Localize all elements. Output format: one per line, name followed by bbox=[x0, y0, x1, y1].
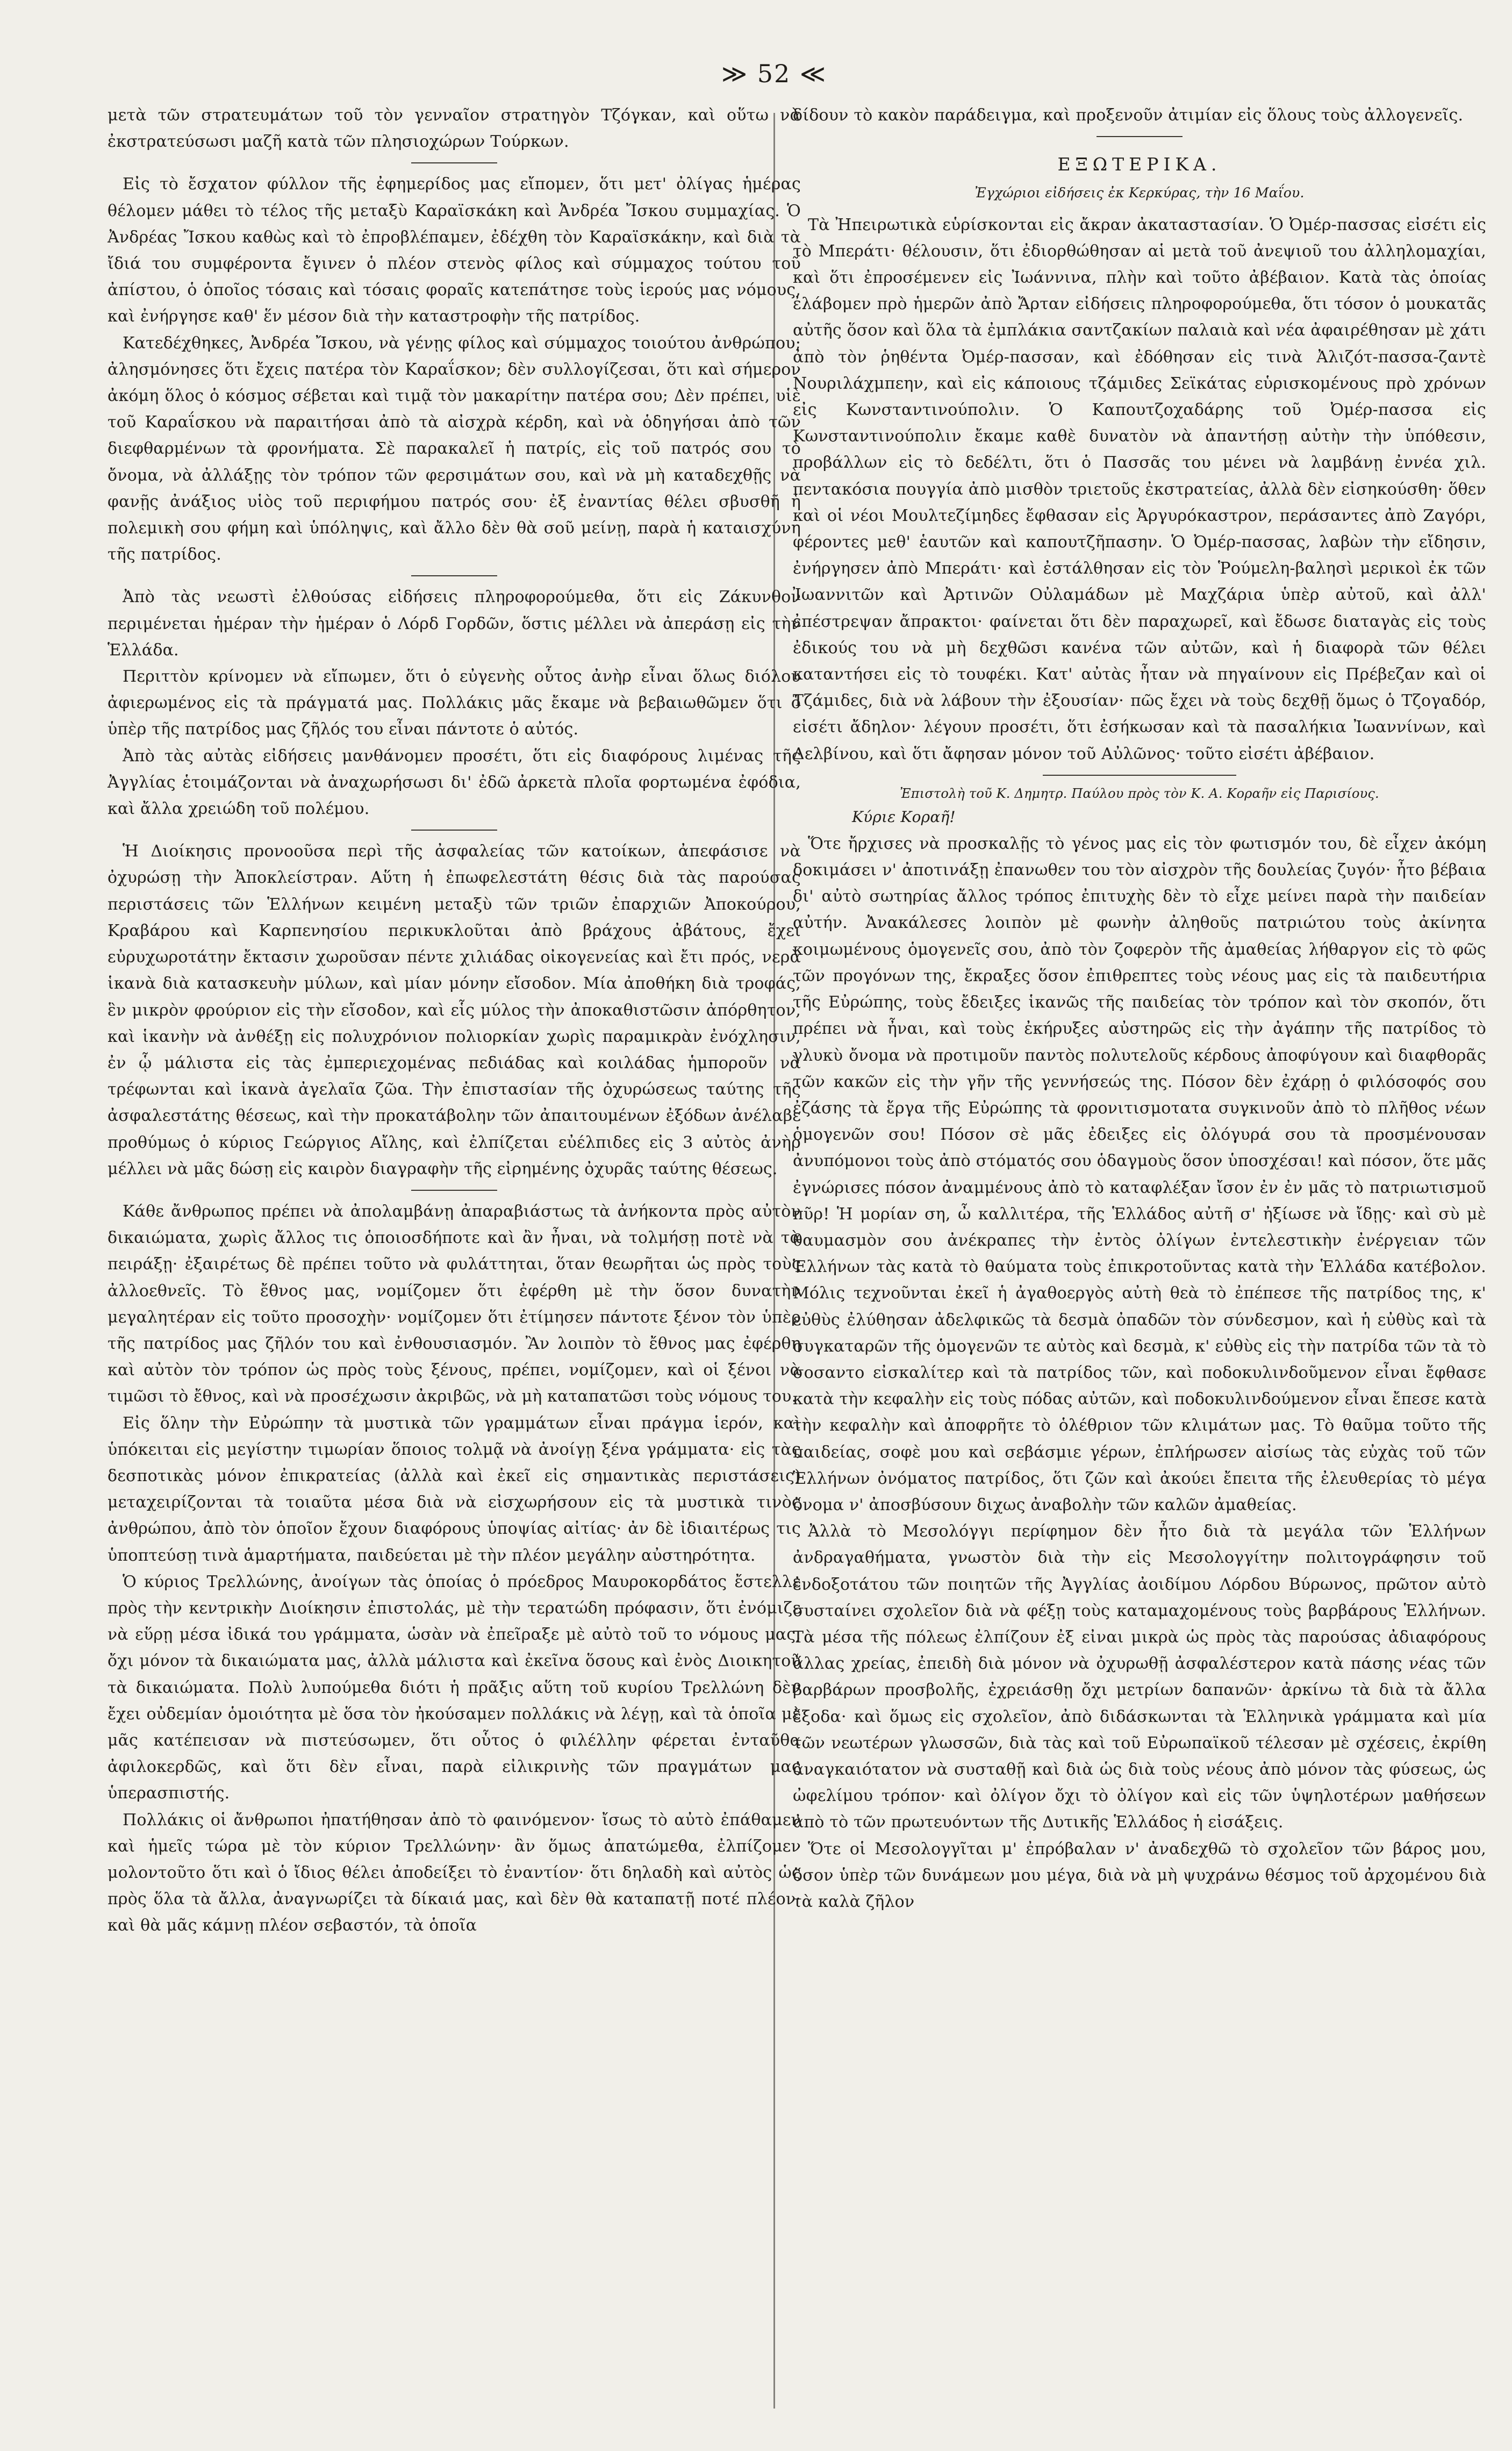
right-column bbox=[793, 102, 1486, 1915]
letter-salutation: Κύριε Κοραῆ! bbox=[852, 808, 956, 826]
separator-rule bbox=[1097, 136, 1183, 137]
letter-heading: Ἐπιστολὴ τοῦ Κ. Δημητρ. Παύλου πρὸς τὸν Κ. Α. Κοραῆν εἰς Παρισίους. bbox=[900, 785, 1379, 801]
article-continuation: δίδουν τὸ κακὸν παράδειγμα, καὶ προξενοῦν ἀτιμίαν εἰς ὅλους τοὺς ἀλλογενεῖς. bbox=[793, 106, 1464, 125]
separator-rule bbox=[411, 830, 497, 831]
article-paragraph: Κάθε ἄνθρωπος πρέπει νὰ ἀπολαμβάνῃ ἀπαραβιάστως τὰ ἀνήκοντα πρὸς αὐτὸν δικαιώματα, χωρὶς ἄλλος τις ὁποιοσδήποτε καὶ ἂν ἦναι, νὰ τολμήσῃ ποτὲ νὰ τὰ πειράξῃ· ἐξαιρέτως δὲ πρέπει τοῦτο νὰ φυλάττηται, ὅταν θεωρῆται ὡς πρὸς τοὺς ἀλλοεθνεῖς. Τὸ ἔθνος μας, νομίζομεν ὅτι ἐφέρθη μὲ τὴν ὅσον δυνατὴν μεγαλητέραν εἰς τοῦτο προσοχὴν· νομίζομεν ὅτι ἐτίμησεν πάντοτε ξένον τὸν ὑπὲρ τῆς πατρίδος μας ζῆλόν του καὶ ἐνθουσιασμόν. Ἂν λοιπὸν τὸ ἔθνος μας ἐφέρθη καὶ αὐτὸν τὸν τρόπον ὡς πρὸς τοὺς ξένους, πρέπει, νομίζομεν, καὶ οἱ ξένοι νὰ τιμῶσι τὸ ἔθνος, καὶ νὰ προσέχωσιν ἀκριβῶς, νὰ μὴ καταπατῶσι τοὺς νόμους του. bbox=[108, 1202, 801, 1406]
page-number: 52 bbox=[757, 59, 791, 88]
letter-paragraph: Ὅτε οἱ Μεσολογγῖται μ' ἐπρόβαλαν ν' ἀναδεχθῶ τὸ σχολεῖον τῶν βάρος μου, ὅσον ὑπὲρ τῶν δυνάμεων μου μέγα, διὰ νὰ μὴ ψυχράνω θέσμος τοῦ ἀρχομένου διὰ τὰ καλὰ ζῆλον bbox=[793, 1839, 1486, 1911]
separator-rule bbox=[411, 575, 497, 576]
folio-ornament-right: ≪ bbox=[799, 59, 827, 88]
section-heading: ΕΞΩΤΕΡΙΚΑ. bbox=[1057, 154, 1222, 175]
article-continuation: μετὰ τῶν στρατευμάτων τοῦ τὸν γενναῖον στρατηγὸν Τζόγκαν, καὶ οὕτω νὰ ἐκστρατεύσωσι μαζῆ κατὰ τῶν πλησιοχώρων Τούρκων. bbox=[108, 106, 801, 152]
article-paragraph: Πολλάκις οἱ ἄνθρωποι ἠπατήθησαν ἀπὸ τὸ φαινόμενον· ἴσως τὸ αὐτὸ ἐπάθαμεν καὶ ἡμεῖς τώρα μὲ τὸν κύριον Τρελλώνην· ἂν ὅμως ἀπατώμεθα, ἐλπίζομεν μολοντοῦτο ὅτι καὶ ὁ ἴδιος θέλει ἀποδείξει τὸ ἐναντίον· ὅτι δηλαδὴ καὶ αὐτὸς ὡς πρὸς ὅλα τὰ ἄλλα, ἀναγνωρίζει τὰ δίκαιά μας, καὶ δὲν θὰ καταπατῇ ποτέ πλέον· καὶ θὰ μᾶς κάμνῃ πλέον σεβαστόν, τὰ ὁποῖα bbox=[108, 1810, 801, 1935]
dateline: Ἐγχώριοι εἰδήσεις ἐκ Κερκύρας, τὴν 16 Μαΐου. bbox=[974, 185, 1305, 201]
article-paragraph: Περιττὸν κρίνομεν νὰ εἴπωμεν, ὅτι ὁ εὐγενὴς οὗτος ἀνὴρ εἶναι ὅλως διόλου ἀφιερωμένος εἰς τὰ πράγματά μας. Πολλάκις μᾶς ἔκαμε νὰ βεβαιωθῶμεν ὅτι ὁ ὑπὲρ τῆς πατρίδος μας ζῆλός του εἶναι πάντοτε ὁ αὐτός. bbox=[108, 667, 801, 739]
article-paragraph: Κατεδέχθηκες, Ἀνδρέα Ἴσκου, νὰ γένῃς φίλος καὶ σύμμαχος τοιούτου ἀνθρώπου; ἀλησμόνησες ὅτι ἔχεις πατέρα τὸν Καραΐσκον; δὲν συλλογίζεσαι, ὅτι καὶ σήμερον ἀκόμη ὅλος ὁ κόσμος σέβεται καὶ τιμᾷ τὸν μακαρίτην πατέρα σου; Δὲν πρέπει, υἱὲ τοῦ Καραΐσκου νὰ παραιτήσαι ἀπὸ τὰ αἰσχρὰ κέρδη, καὶ νὰ ὁδηγήσαι ἀπὸ τῶν διεφθαρμένων τὰ φρονήματα. Σὲ παρακαλεῖ ἡ πατρίς, εἰς τοῦ πατρός σου τὸ ὄνομα, νὰ ἀλλάξῃς τὸν τρόπον τῶν φερσιμάτων σου, καὶ νὰ μὴ καταδεχθῇς νὰ φανῇς ἀνάξιος υἱὸς τοῦ περιφήμου πατρός σου· ἐξ ἐναντίας θέλει σβυσθῆ ἡ πολεμικὴ σου φήμη καὶ ὑπόληψις, καὶ ἄλλο δὲν θὰ σοῦ μείνῃ, παρὰ ἡ καταισχύνη τῆς πατρίδος. bbox=[108, 333, 801, 564]
letter-paragraph: Ἀλλὰ τὸ Μεσολόγγι περίφημον δὲν ἦτο διὰ τὰ μεγάλα τῶν Ἑλλήνων ἀνδραγαθήματα, γνωστὸν διὰ τὴν εἰς Μεσολογγίτην πολιτογράφησιν τοῦ ἐνδοξοτάτου τῶν ποιητῶν τῆς Ἀγγλίας ἀοιδίμου Λόρδου Βύρωνος, πρῶτον αὐτὸ συσταίνει σχολεῖον διὰ νὰ φέξῃ τοὺς καταμαχομένους τοὺς βαρβάρους Ἑλλήνων. Τὰ μέσα τῆς πόλεως ἐλπίζουν ἐξ εἰναι μικρὰ ὡς πρὸς τὰς παρούσας ἀδιαφόρους ἄλλας χρείας, ἐπειδὴ διὰ μόνον νὰ ὀχυρωθῇ ἀσφαλέστερον κατὰ πάσης νέας τῶν βαρβάρων προσβολῆς, ἐχρειάσθῃ ὄχι μετρίων δαπανῶν· ἀρκίνω τὰ διὰ τὰ ἄλλα ἔξοδα· καὶ ὅμως εἰς σχολεῖον, ἀπὸ διδάσκωνται τὰ Ἑλληνικὰ γράμματα καὶ μία τῶν νεωτέρων γλωσσῶν, διὰ τὰς καὶ τοῦ Εὐρωπαϊκοῦ τέλεσαν μὲ σχέσεις, ἐκρίθη ἀναγκαιότατον νὰ συσταθῇ καὶ διὰ ὡς διὰ τοὺς νέους ἀπὸ μόνον τὰς φύσεως, ὡς ὠφελίμου τρόπον· καὶ ὀλίγον ὄχι τὸ ὀλίγον καὶ εἰς τῶν ὑψηλοτέρων μαθήσεων ἀπὸ τὸ τῶν πρωτευόντων τῆς Δυτικῆς Ἑλλάδος ἡ εἰσάξεις. bbox=[793, 1522, 1486, 1832]
article-paragraph: Τὰ Ἠπειρωτικὰ εὑρίσκονται εἰς ἄκραν ἀκαταστασίαν. Ὁ Ὀμέρ-πασσας εἰσέτι εἰς τὸ Μπεράτι· θέλουσιν, ὅτι ἐδιορθώθησαν αἱ μετὰ τοῦ ἀνεψιοῦ του ἀλληλομαχίαι, καὶ ὅτι ἐπροσέμενεν εἰς Ἰωάννινα, πλὴν καὶ τοῦτο ἀβέβαιον. Κατὰ τὰς ὁποίας ἐλάβομεν πρὸ ἡμερῶν ἀπὸ Ἄρταν εἰδήσεις πληροφορούμεθα, ὅτι τόσον ὁ μουκατᾶς αὐτῆς ὅσον καὶ ὅλα τὰ ἐμπλάκια σαντζακίων παλαιὰ καὶ νέα ἀφαιρέθησαν μὲ χάτι ἀπὸ τὸν ῥηθέντα Ὀμέρ-πασσαν, καὶ ἐδόθησαν εἰς τινὰ Ἀλιζότ-πασσα-ζαντὲ Νουριλάχμπεην, καὶ εἰς κάποιους τζάμιδες Σεϊκάτας εὑρισκομένους πρὸ χρόνων εἰς Κωνσταντινούπολιν. Ὁ Καπουτζοχαδάρης τοῦ Ὀμέρ-πασσα εἰς Κωνσταντινούπολιν ἔκαμε καθὲ δυνατὸν νὰ ἀπαντήσῃ αὐτὴν τὴν ὑπόθεσιν, προβάλλων εἰς τὸ δεδέλτι, ὅτι ὁ Πασσᾶς του μένει νὰ λαμβάνῃ ἐννέα χιλ. πεντακόσια πουγγία ἀπὸ μισθὸν τριετοῦς ἐκστρατείας, ἀλλὰ δὲν εἰσηκούσθη· ὅθεν καὶ οἱ νέοι Μουλτεζίμηδες ἔφθασαν εἰς Ἀργυρόκαστρον, περάσαντες ἀπὸ Ζαγόρι, φέροντες μεθ' ἑαυτῶν καὶ καπουτζῆπασην. Ὁ Ὀμέρ-πασσας, λαβὼν τὴν εἴδησιν, ἐνήργησεν ἀπὸ Μπεράτι· καὶ ἐστάλθησαν εἰς τὸν Ῥούμελη-βαλησὶ μερικοὶ ἐκ τῶν Ἰωαννιτῶν καὶ Ἀρτινῶν Οὐλαμάδων μὲ Μαχζάρια ὑπὲρ αὐτοῦ, καὶ ἀλλ' ἐπέστρεψαν ἄπρακτοι· φαίνεται ὅτι δὲν παραχωρεῖ, καὶ ἔδωσε διαταγὰς εἰς τοὺς ἐδικούς του νὰ μὴ δεχθῶσι κανένα τῶν αὐτῶν, καὶ ἡ διαφορὰ τῶν θέλει καταντήσει εἰς τὸ τουφέκι. Κατ' αὐτὰς ἦταν νὰ πηγαίνουν εἰς Πρέβεζαν καὶ οἱ Τζάμιδες, διὰ νὰ λάβουν τὴν ἐξουσίαν· πῶς ἔχει νὰ τοὺς δεχθῇ ὅμως ὁ Τζογαδόρ, εἰσέτι ἄδηλον· λέγουν προσέτι, ὅτι ἐσήκωσαν καὶ τὰ πασαλήκια Ἰωαννίνων, καὶ Δελβίνου, καὶ ὅτι ἄφησαν μόνον τοῦ Αὐλῶνος· τοῦτο εἰσέτι ἀβέβαιον. bbox=[793, 215, 1486, 763]
article-paragraph: Ἡ Διοίκησις προνοοῦσα περὶ τῆς ἀσφαλείας τῶν κατοίκων, ἀπεφάσισε νὰ ὀχυρώσῃ τὴν Ἀποκλείστραν. Αὕτη ἡ ἐπωφελεστάτη θέσις διὰ τὰς παρούσας περιστάσεις τῶν Ἑλλήνων κειμένη μεταξὺ τῶν τριῶν ἐπαρχιῶν Ἀποκούρου, Κραβάρου καὶ Καρπενησίου περικυκλοῦται ἀπὸ βράχους ἀβάτους, ἔχει εὐρυχωροτάτην ἔκτασιν χωροῦσαν πέντε χιλιάδας οἰκογενείας καὶ ἔτι πρός, νερὰ ἱκανὰ διὰ κατασκευὴν μύλων, καὶ μίαν μόνην εἴσοδον. Μία ἀποθήκη διὰ τροφάς, ἓν μικρὸν φρούριον εἰς τὴν εἴσοδον, καὶ εἷς μύλος τὴν ἀποκαθιστῶσιν ἀπόρθητον, καὶ ἱκανὴν νὰ ἀνθέξῃ εἰς πολυχρόνιον πολιορκίαν χωρὶς παραμικρὰν ἐνόχλησιν, ἐν ᾧ μάλιστα εἰς τὰς ἐμπεριεχομένας πεδιάδας καὶ κοιλάδας ἡμποροῦν νὰ τρέφωνται καὶ ἱκανὰ ἀγελαῖα ζῶα. Τὴν ἐπιστασίαν τῆς ὀχυρώσεως ταύτης τῆς ἀσφαλεστάτης θέσεως, καὶ τὴν προκατάβολην τῶν ἀπαιτουμένων ἐξόδων ἀνέλαβε προθύμως ὁ κύριος Γεώργιος Αἴλης, καὶ ἐλπίζεται εὐέλπιδες εἰς 3 αὐτὸς ἀνὴρ μέλλει νὰ μᾶς δώσῃ εἰς καιρὸν διαγραφὴν τῆς εἰρημένης ὀχυρᾶς ταύτης θέσεως. bbox=[108, 842, 801, 1178]
article-paragraph: Εἰς ὅλην τὴν Εὐρώπην τὰ μυστικὰ τῶν γραμμάτων εἶναι πράγμα ἱερόν, καὶ ὑπόκειται εἰς μεγίστην τιμωρίαν ὅποιος τολμᾷ νὰ ἀνοίγῃ ξένα γράμματα· εἰς τὰς δεσποτικὰς μόνον ἐπικρατείας (ἀλλὰ καὶ ἐκεῖ εἰς σημαντικὰς περιστάσεις) μεταχειρίζονται τὰ τοιαῦτα μέσα διὰ νὰ εἰσχωρήσουν εἰς τὰ μυστικὰ τινὸς ἀνθρώπου, ἀπὸ τὸν ὁποῖον ἔχουν διαφόρους ὑποψίας αἰτίας· ἀν δὲ ἰδιαιτέρως τις ὑποπτεύσῃ τινὰ ἁμαρτήματα, παιδεύεται μὲ τὴν πλέον μεγάλην αὐστηρότητα. bbox=[108, 1413, 801, 1565]
article-paragraph: Ὁ κύριος Τρελλώνης, ἀνοίγων τὰς ὁποίας ὁ πρόεδρος Μαυροκορδάτος ἔστελλε πρὸς τὴν κεντρικὴν Διοίκησιν ἐπιστολάς, μὲ τὴν τερατώδη πρόφασιν, ὅτι ἐνόμιζε νὰ εὕρῃ μέσα ἰδικά του γράμματα, ὡσὰν νὰ ἐπεῖραξε μὲ αὐτὸ τοῦ το νόμους μας, ὄχι μόνον τὰ δικαιώματα μας, ἀλλὰ μάλιστα καὶ ἐκεῖνα ὅσους καὶ ἐνὸς Διοικητοῦ τὰ δικαιώματα. Πολὺ λυπούμεθα διότι ἡ πρᾶξις αὕτη τοῦ κυρίου Τρελλώνη δὲν ἔχει οὐδεμίαν ὁμοιότητα μὲ ὅσα τὸν ἠκούσαμεν πολλάκις νὰ λέγῃ, καὶ τὰ ὁποῖα μὲ μᾶς κατέπεισαν νὰ πιστεύσωμεν, ὅτι οὗτος ὁ φιλέλλην φέρεται ἐνταῦθα ἀφιλοκερδῶς, καὶ ὅτι δὲν εἶναι, παρὰ εἰλικρινὴς τῶν πραγμάτων μας ὑπερασπιστής. bbox=[108, 1572, 801, 1803]
separator-rule bbox=[411, 162, 497, 163]
separator-rule bbox=[411, 1190, 497, 1191]
page-folio bbox=[699, 59, 849, 88]
article-paragraph: Εἰς τὸ ἔσχατον φύλλον τῆς ἐφημερίδος μας εἴπομεν, ὅτι μετ' ὀλίγας ἡμέρας θέλομεν μάθει τὸ τέλος τῆς μεταξὺ Καραϊσκάκη καὶ Ἀνδρέα Ἴσκου συμμαχίας. Ὁ Ἀνδρέας Ἴσκου καθὼς καὶ τὸ ἐπροβλέπαμεν, ἐδέχθη τὸν Καραϊσκάκην, καὶ διὰ τὰ ἴδιά του συμφέροντα ἔγινεν ὁ πλέον στενὸς φίλος καὶ σύμμαχος τούτου τοῦ ἀπίστου, ὁ ὁποῖος τόσαις καὶ τόσαις φοραῖς κατεπάτησε τοὺς ἱερούς μας νόμους, καὶ ἐνήργησε καθ' ἕν μέσον διὰ τὴν καταστροφὴν τῆς πατρίδος. bbox=[108, 175, 801, 326]
letter-paragraph: Ὅτε ἤρχισες νὰ προσκαλῇς τὸ γένος μας εἰς τὸν φωτισμόν του, δὲ εἶχεν ἀκόμη δοκιμάσει ν' ἀποτινάξῃ ἐπανωθεν του τὸν αἰσχρὸν τῆς δουλείας ζυγόν· ἦτο βέβαια δι' αὐτὸ σωτηρίας ἄλλος τρόπος ἐπιτυχὴς δὲν τὸ εἶχε μείνει παρὰ τὴν παιδείαν αὐτήν. Ἀνακάλεσες λοιπὸν μὲ φωνὴν ἀληθοῦς πατριώτου τοὺς ἀκίνητα κοιμωμένους ὁμογενεῖς σου, ἀπὸ τὸν ζοφερὸν τῆς ἀμαθείας λήθαργον εἰς τὸ φῶς τῶν προγόνων της, ἔκραξες ὅσον ἐπιθρεπτες τοὺς νέους μας εἰς τὰ παιδευτήρια τῆς Εὐρώπης, τοὺς ἔδειξες ἱκανῶς τῆς παιδείας τὸν τρόπον καὶ τὸν σκοπόν, ὅτι πρέπει νὰ ἦναι, καὶ τοὺς ἐκήρυξες αὐστηρῶς εἰς τὴν ἀγάπην τῆς πατρίδος τὸ γλυκὺ ὄνομα νὰ προτιμοῦν παντὸς πολυτελοῦς κέρδους ἀποφύγουν καὶ διαφθορᾶς τῶν κακῶν εἰς τὴν γῆν τῆς γεννήσεώς της. Πόσον δὲν ἐχάρῃ ὁ φιλόσοφός σου ἐζάσης τὰ ἔργα τῆς Εὐρώπης τὰ φρονιτισμοτατα συγκινοῦν ἀπὸ τὸ πλῆθος νέων ὁμογενῶν σου! Πόσον σὲ μᾶς ἐδειξες εἰς ὀλόγυρά σου τὰ προσμένουσαν ἀνυπόμονοι τοὺς ἀπὸ στόματός σου ὁδαγμοὺς ὅσον ὑποσχέσαι! καὶ πόσον, ὅτε μᾶς ἐγνώρισες πόσον ἀναμμένους ἀπὸ τὸ καταφλέξαν ἴσον ἐν ἐν μᾶς τὸ πατριωτισμοῦ πῦρ! Ἡ μορίαν ση, ὦ καλλιτέρα, τῆς Ἑλλάδος αὐτῆ σ' ἠξίωσε νὰ ἴδῃς· καὶ σὺ μὲ θαυμασμὸν σου ἀνέκραπες τὴν ἐντὸς ὀλίγων ἐντελεστικὴν ἐνέργειαν τῶν Ἑλλήνων τὰς κατὰ τὸ θαύματα τοὺς ἐπικροτοῦντας κατὰ τὴν Ἑλλάδα κατέβολον. Μόλις τεχνοῦνται ἐκεῖ ἡ ἀγαθοεργὸς αὐτὴ θεὰ τὸ ἐπέπεσε τῆς πατρίδος της, κ' εὐθὺς ἐλύθησαν ἀδελφικῶς τὰ δεσμὰ ὀπαδῶν τὸν σύνδεσμον, καὶ ἡ εὐθὺς καὶ τὰ συγκαταρῶν τῆς ὁμογενῶν τε αὐτὸς καὶ δεσμὰ, κ' εὐθὺς εἰς τὴν πατρίδα τῶν τὰ τὸ σοσαντο εἰσκαλίτερ καὶ τὰ πατρίδος τῶν, καὶ ποδοκυλινδοῦμενον εἶναι ἔφθασε κατὰ τὴν κεφαλὴν εἰς τοὺς πόδας αὐτῶν, καὶ ποδοκυλινδούμενον εἶναι ἔπεσε κατὰ τὴν κεφαλὴν καὶ ἀποφρῆτε τὸ ὁλέθριον τῶν κλιμάτων μας. Τὸ θαῦμα τοῦτο τῆς παιδείας, σοφὲ μου καὶ σεβάσμιε γέρων, ἐπλήρωσεν αἰσίως τὰς εὐχὰς τοῦ τῶν Ἑλλήνων ὀνόματος πατρίδος, ὅτι ζῶν καὶ ἀκούει ἔπειτα τῆς ἐλευθερίας τὸ μέγα ὄνομα ν' ἀποσβύσουν διχως ἀναβολὴν τῶν καλῶν ἀμαθείας. bbox=[793, 834, 1486, 1514]
folio-ornament-left: ≫ bbox=[721, 59, 749, 88]
article-paragraph: Ἀπὸ τὰς νεωστὶ ἐλθούσας εἰδήσεις πληροφορούμεθα, ὅτι εἰς Ζάκυνθον περιμένεται ἡμέραν τὴν ἡμέραν ὁ Λόρδ Γορδῶν, ὅστις μέλλει νὰ ἀπεράσῃ εἰς τὴν Ἑλλάδα. bbox=[108, 588, 801, 660]
left-column bbox=[108, 102, 801, 1939]
separator-rule bbox=[1043, 775, 1236, 776]
article-paragraph: Ἀπὸ τὰς αὐτὰς εἰδήσεις μανθάνομεν προσέτι, ὅτι εἰς διαφόρους λιμένας τῆς Ἀγγλίας ἑτοιμάζονται νὰ ἀναχωρήσωσι δι' ἐδῶ ἀρκετὰ πλοῖα φορτωμένα ἐφόδια, καὶ ἄλλα χρειώδη τοῦ πολέμου. bbox=[108, 746, 801, 819]
